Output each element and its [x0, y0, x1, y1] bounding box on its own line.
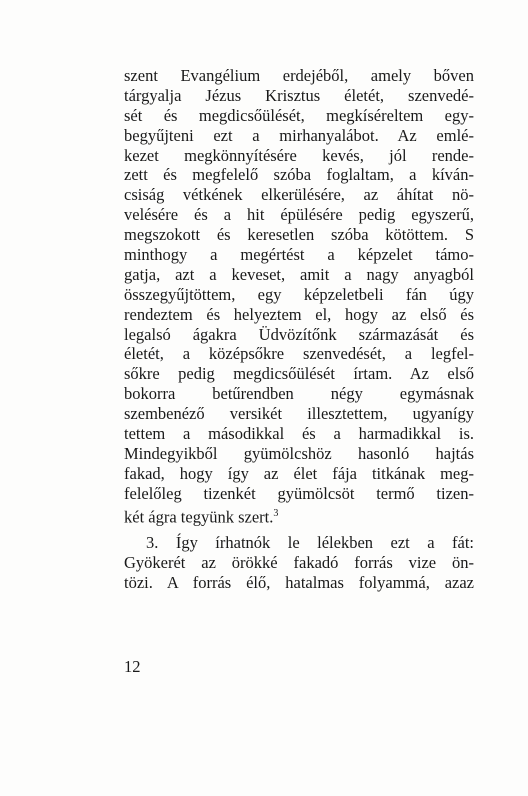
text-line: begyűjteni ezt a mirhanyalábot. Az emlé- — [124, 125, 474, 145]
text-line — [124, 504, 474, 527]
text-line: tettem a másodikkal és a harmadikkal is. — [124, 424, 474, 444]
text-line: velésére és a hit épülésére pedig egyszerű, — [124, 205, 474, 225]
page-number: 12 — [124, 657, 141, 676]
text-line: gatja, azt a keveset, amit a nagy anyagból — [124, 264, 474, 284]
text-line-content: két ágra tegyünk szert. — [124, 507, 274, 527]
body-text — [124, 66, 474, 593]
text-line: szent Evangélium erdejéből, amely bőven — [124, 66, 474, 85]
text-line: minthogy a megértést a képzelet támo- — [124, 245, 474, 265]
footnote-marker: 3 — [273, 507, 279, 519]
text-line: Gyökerét az örökké fakadó forrás vize ön- — [124, 553, 474, 573]
text-line: tárgyalja Jézus Krisztus életét, szenvedé- — [124, 85, 474, 105]
text-line: sét és megdicsőülését, megkíséreltem egy- — [124, 105, 474, 125]
text-line: 3. Így írhatnók le lélekben ezt a fát: — [146, 533, 474, 553]
text-line: kezet megkönnyítésére kevés, jól rende- — [124, 145, 474, 165]
text-line: zett és megfelelő szóba foglaltam, a kíván- — [124, 165, 474, 185]
text-line: felelőleg tizenkét gyümölcsöt termő tizen- — [124, 483, 474, 503]
text-line: legalsó ágakra Üdvözítőnk származását és — [124, 324, 474, 344]
text-line: csiság vétkének elkerülésére, az áhítat nö- — [124, 185, 474, 205]
text-line: bokorra betűrendben négy egymásnak — [124, 384, 474, 404]
text-line: életét, a középsőkre szenvedését, a legfel- — [124, 344, 474, 364]
text-line: fakad, hogy így az élet fája titkának meg- — [124, 463, 474, 483]
paragraph-1 — [124, 66, 474, 527]
text-line: rendeztem és helyeztem el, hogy az első és — [124, 304, 474, 324]
text-line: sőkre pedig megdicsőülését írtam. Az első — [124, 364, 474, 384]
text-line: Mindegyikből gyümölcshöz hasonló hajtás — [124, 443, 474, 463]
text-line: szembenéző versikét illesztettem, ugyanígy — [124, 404, 474, 424]
text-line: megszokott és keresetlen szóba kötöttem. S — [124, 225, 474, 245]
text-line: tözi. A forrás élő, hatalmas folyammá, azaz — [124, 573, 474, 593]
paragraph-2 — [124, 533, 474, 593]
text-line: összegyűjtöttem, egy képzeletbeli fán úgy — [124, 284, 474, 304]
